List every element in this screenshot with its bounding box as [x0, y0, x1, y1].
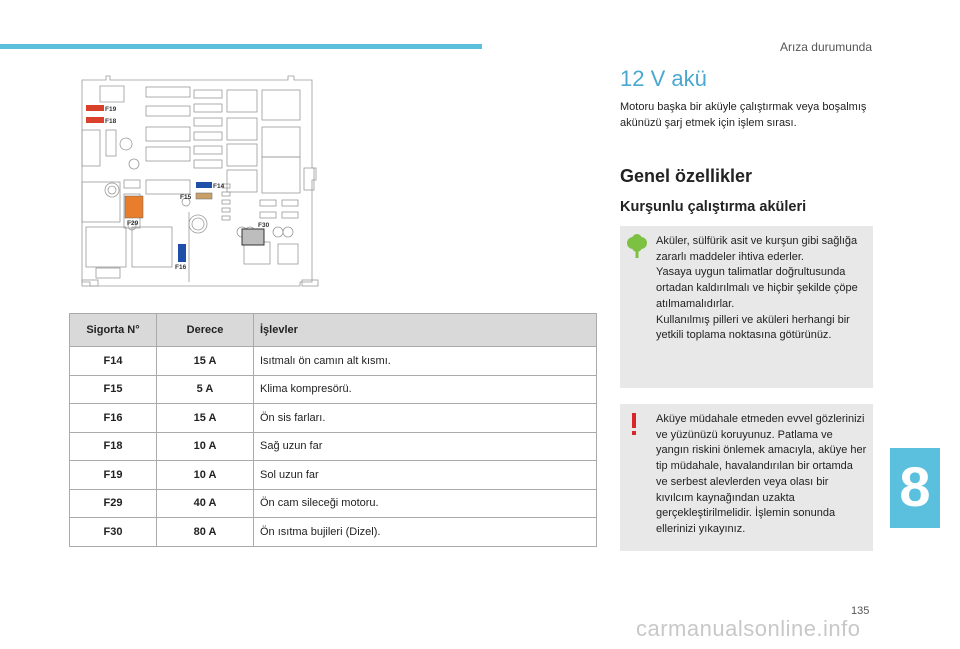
fuse-function: Klima kompresörü.: [254, 375, 597, 404]
table-row: [70, 461, 597, 490]
fuse-f14: [196, 182, 212, 188]
fuse-number: F14: [70, 347, 157, 376]
fuse-number: F29: [70, 489, 157, 518]
section-title: Arıza durumunda: [779, 40, 872, 54]
fuse-box-diagram: [74, 72, 324, 290]
label-f30: F30: [258, 222, 270, 229]
top-accent-bar: [0, 44, 482, 49]
environment-note-text-1: Aküler, sülfürik asit ve kurşun gibi sağlığa zararlı maddeler ihtiva ederler.: [656, 235, 858, 263]
watermark: carmanualsonline.info: [636, 616, 861, 641]
chapter-number: 8: [899, 455, 931, 518]
page-number: 135: [851, 605, 870, 617]
fuse-rating: 80 A: [157, 518, 254, 547]
label-f16: F16: [175, 264, 187, 271]
fuse-number: F30: [70, 518, 157, 547]
environment-note: [620, 226, 873, 388]
fuse-function: Isıtmalı ön camın alt kısmı.: [254, 347, 597, 376]
fuse-number: F16: [70, 404, 157, 433]
exclamation-icon: [626, 412, 642, 436]
fuse-f16: [178, 244, 186, 262]
fuse-function: Sol uzun far: [254, 461, 597, 490]
fuse-rating: 15 A: [157, 347, 254, 376]
label-f18: F18: [105, 118, 117, 125]
table-row: [70, 347, 597, 376]
environment-note-text-3: Kullanılmış pilleri ve aküleri herhangi bir yetkili toplama noktasına götürünüz.: [656, 313, 850, 342]
fuse-function: Sağ uzun far: [254, 432, 597, 461]
fuse-f29: [125, 196, 143, 218]
fuse-f30: [242, 229, 264, 245]
chapter-tab: [890, 448, 940, 528]
environment-note-text-2: Yasaya uygun talimatlar doğrultusunda ortadan kaldırılmalı ve hiçbir şekilde çöpe atılmamalıdırlar.: [656, 266, 858, 310]
fuse-rating: 5 A: [157, 375, 254, 404]
col-header-rating: Derece: [157, 314, 254, 347]
fuse-f19: [86, 105, 104, 111]
general-heading: Genel özellikler: [620, 166, 753, 186]
tree-icon: [626, 234, 648, 260]
fuse-function: Ön cam sileceği motoru.: [254, 489, 597, 518]
table-row: [70, 404, 597, 433]
fuse-number: F15: [70, 375, 157, 404]
table-header-row: [70, 314, 597, 347]
fuse-number: F19: [70, 461, 157, 490]
fuse-rating: 10 A: [157, 461, 254, 490]
warning-note-text: Aküye müdahale etmeden evvel gözlerinizi ve yüzünüzü koruyunuz. Patlama ve yangın riskini önlemek amacıyla, aküye her tip müdahale, havalandırılan bir ortamda ve serbest alevlerden veya olası bir kıvılcım kaynağından uzakta gerçekleştirilmelidir. İşlemin sonunda ellerinizi yıkayınız.: [656, 413, 867, 535]
fuse-rating: 15 A: [157, 404, 254, 433]
fuse-rating: 40 A: [157, 489, 254, 518]
label-f14: F14: [213, 183, 225, 190]
fuse-number: F18: [70, 432, 157, 461]
warning-note: [620, 404, 873, 551]
fuse-f18: [86, 117, 104, 123]
fuse-f15: [196, 193, 212, 199]
col-header-functions: İşlevler: [254, 314, 597, 347]
label-f29: F29: [127, 220, 139, 227]
label-f19: F19: [105, 106, 117, 113]
table-row: [70, 432, 597, 461]
table-row: [70, 375, 597, 404]
page-title: 12 V akü: [620, 66, 707, 91]
table-row: [70, 489, 597, 518]
lead-acid-heading: Kurşunlu çalıştırma aküleri: [620, 199, 807, 215]
fuse-rating: 10 A: [157, 432, 254, 461]
intro-paragraph: Motoru başka bir aküyle çalıştırmak veya boşalmış akünüzü şarj etmek için işlem sırası.: [620, 101, 867, 129]
table-row: [70, 518, 597, 547]
fuse-table: [69, 313, 597, 547]
fuse-function: Ön ısıtma bujileri (Dizel).: [254, 518, 597, 547]
label-f15: F15: [180, 194, 192, 201]
fuse-function: Ön sis farları.: [254, 404, 597, 433]
col-header-fuse-no: Sigorta N°: [70, 314, 157, 347]
